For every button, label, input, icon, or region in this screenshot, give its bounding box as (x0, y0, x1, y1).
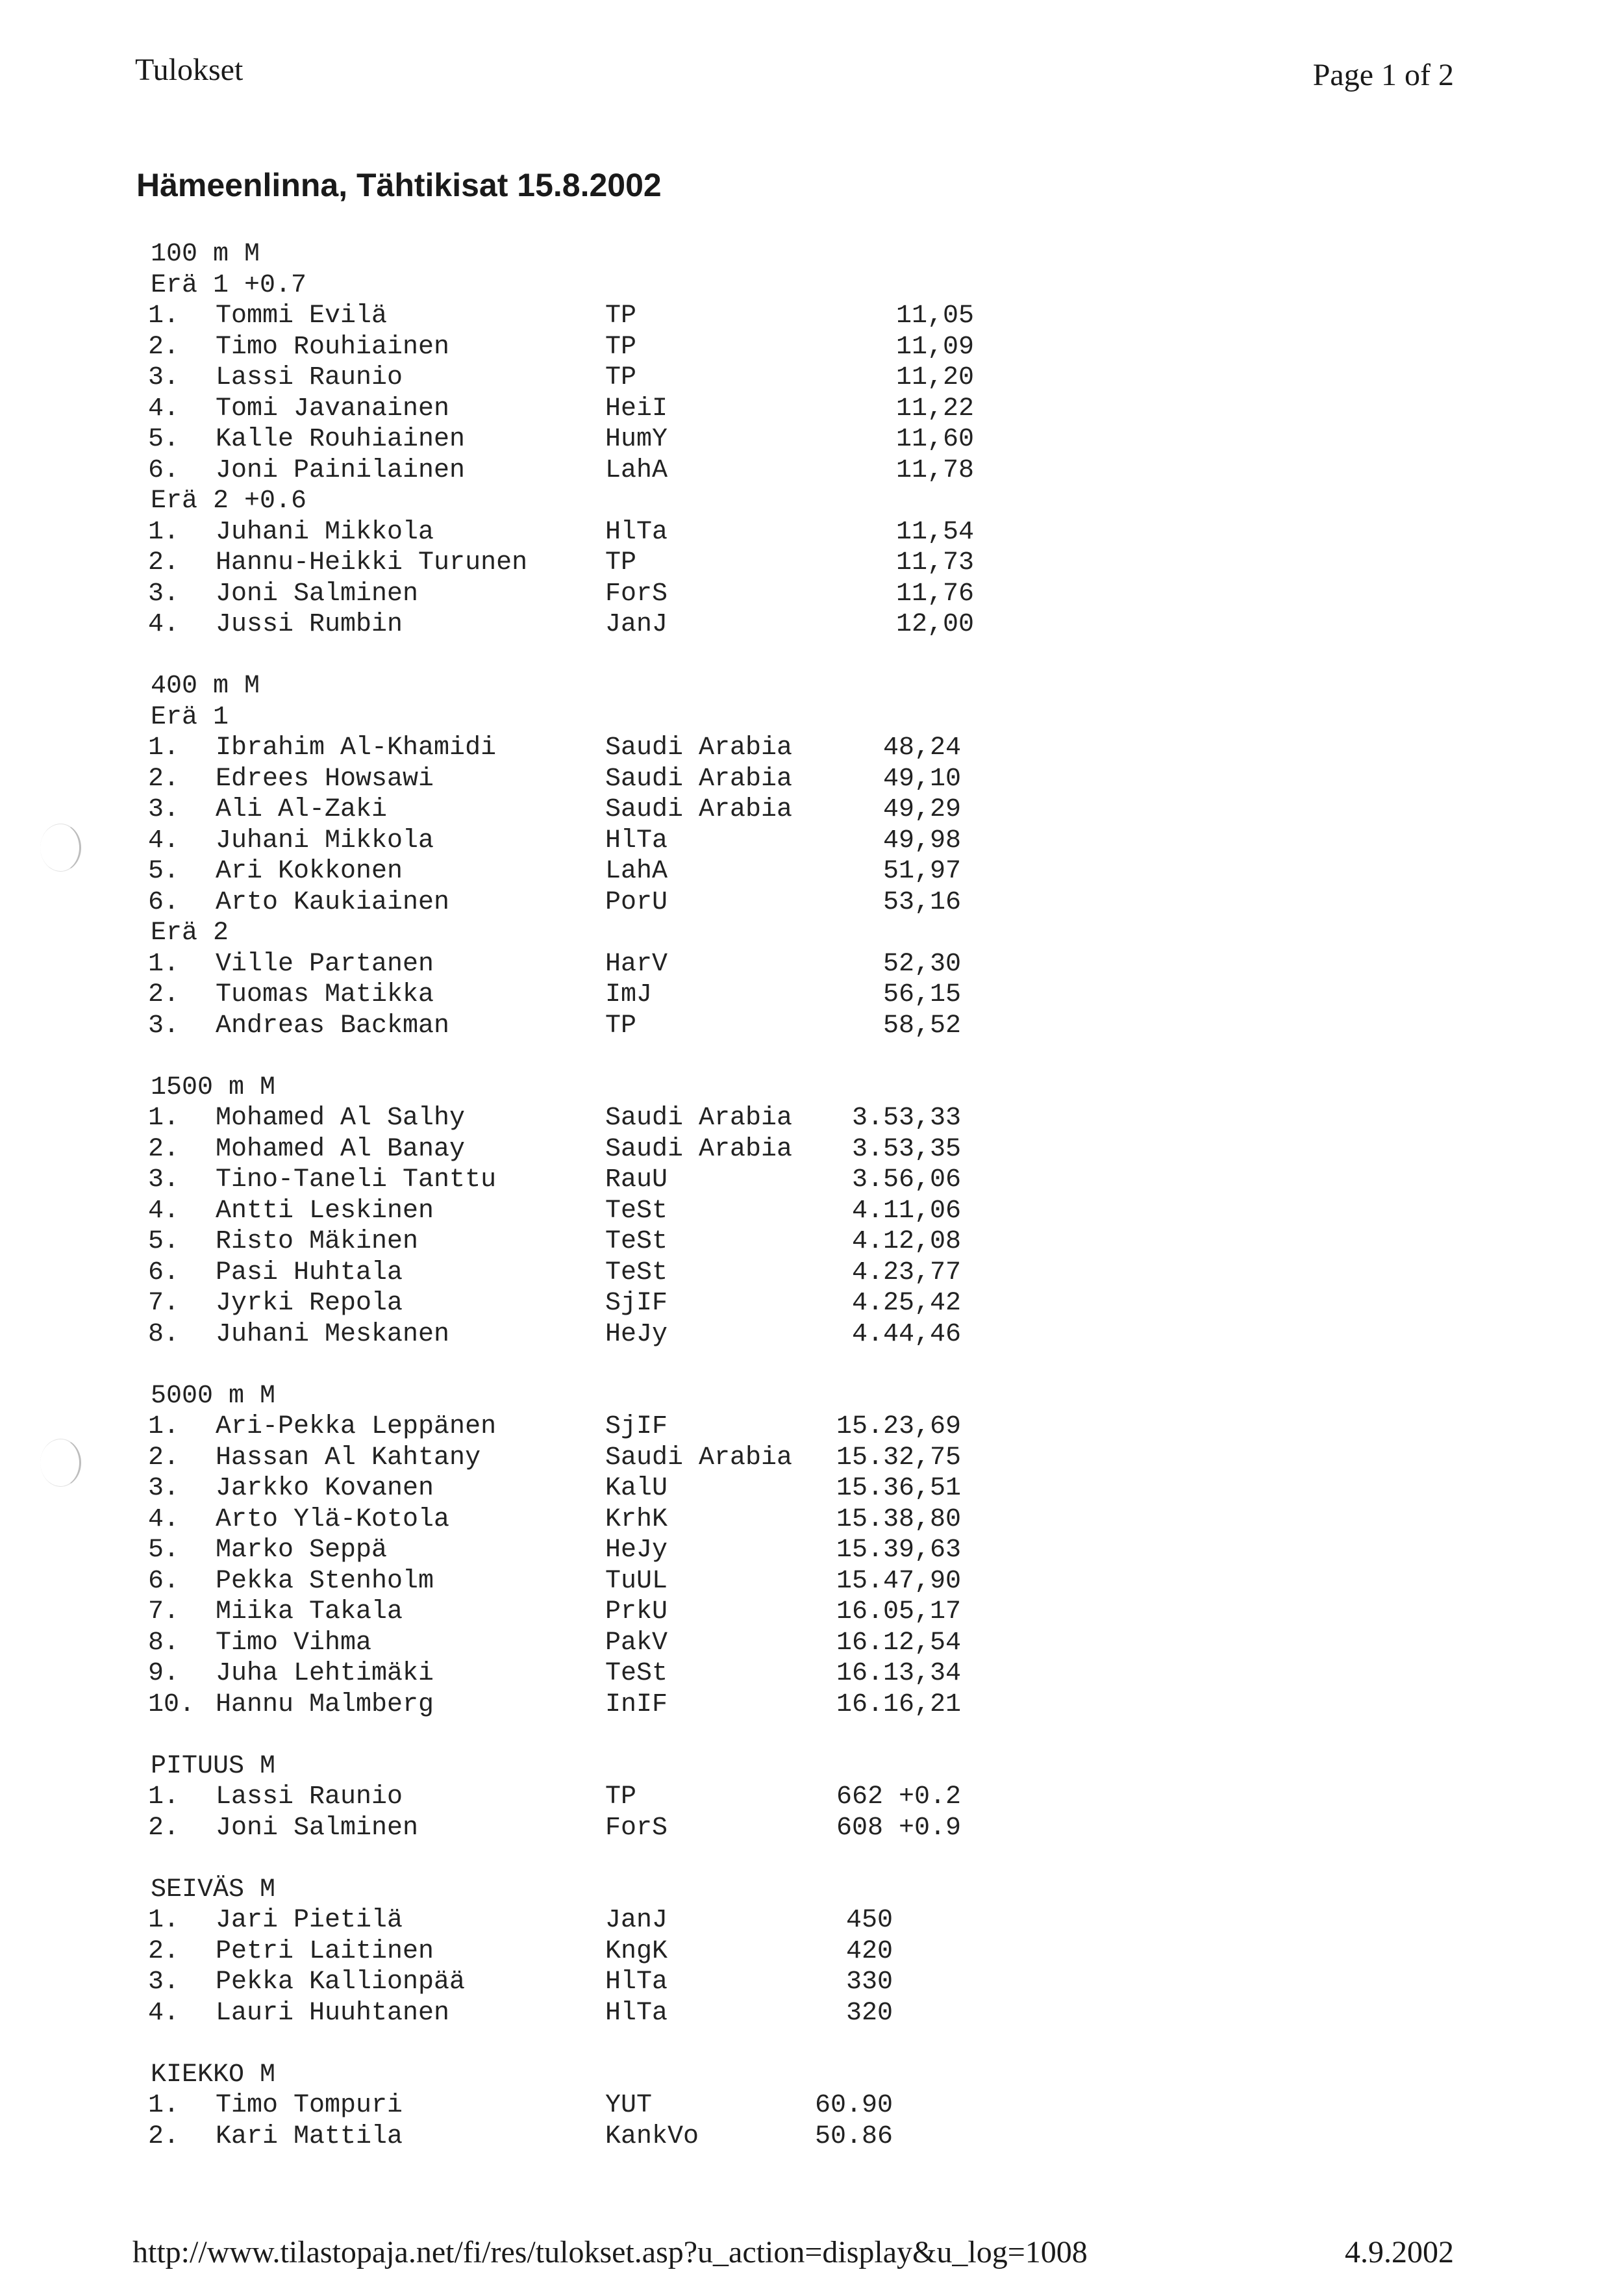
placing: 8. (148, 1319, 180, 1349)
club: TuUL (605, 1566, 668, 1596)
result-row (136, 301, 1110, 332)
result-row (136, 424, 1110, 455)
placing: 1. (148, 2091, 180, 2120)
result-mark: 330 (845, 1967, 893, 1997)
athlete-name: Tomi Javanainen (216, 394, 450, 423)
athlete-name: Edrees Howsawi (216, 764, 434, 794)
athlete-name: Risto Mäkinen (216, 1227, 419, 1256)
result-mark: 15.39,63 (836, 1535, 961, 1565)
result-mark: 16.16,21 (836, 1689, 961, 1719)
placing: 2. (148, 1936, 180, 1966)
results-list (136, 239, 1110, 2152)
club: HumY (605, 425, 668, 454)
heat-heading: Erä 1 (151, 702, 229, 732)
event-spacer (136, 1720, 1110, 1751)
placing: 3. (148, 363, 180, 392)
placing: 2. (148, 1443, 180, 1472)
placing: 1. (148, 1906, 180, 1935)
result-row (136, 1967, 1110, 1998)
result-row (136, 1165, 1110, 1196)
heat-heading: Erä 2 (151, 918, 229, 948)
athlete-name: Pasi Huhtala (216, 1257, 403, 1287)
athlete-name: Tino-Taneli Tanttu (216, 1165, 497, 1194)
club: PrkU (605, 1597, 668, 1626)
result-mark: 11,22 (895, 394, 974, 423)
athlete-name: Juhani Mikkola (216, 517, 434, 547)
placing: 2. (148, 980, 180, 1009)
result-row (136, 2121, 1110, 2153)
result-mark: 16.05,17 (836, 1597, 961, 1626)
result-row (136, 1782, 1110, 1813)
placing: 1. (148, 1412, 180, 1441)
athlete-name: Hassan Al Kahtany (216, 1443, 481, 1472)
event-heading: SEIVÄS M (151, 1875, 276, 1904)
club: TP (605, 1782, 637, 1812)
result-mark: 49,29 (882, 795, 961, 824)
result-mark: 11,09 (895, 332, 974, 362)
result-row (136, 394, 1110, 425)
result-mark: 320 (845, 1998, 893, 2028)
result-row (136, 517, 1110, 548)
result-mark: 11,60 (895, 425, 974, 454)
club: KankVo (605, 2121, 699, 2151)
placing: 8. (148, 1628, 180, 1658)
athlete-name: Tuomas Matikka (216, 980, 434, 1009)
club: Saudi Arabia (605, 1134, 793, 1164)
event-spacer (136, 1350, 1110, 1381)
placing: 2. (148, 1813, 180, 1843)
placing: 2. (148, 548, 180, 577)
event-heading: KIEKKO M (151, 2060, 276, 2090)
result-mark: 48,24 (882, 733, 961, 763)
result-row (136, 1504, 1110, 1535)
result-mark: 15.36,51 (836, 1474, 961, 1503)
event-heading: 1500 m M (151, 1072, 276, 1102)
event-spacer (136, 1041, 1110, 1072)
club: PorU (605, 887, 668, 917)
result-mark: 11,76 (895, 579, 974, 609)
placing: 3. (148, 795, 180, 824)
result-mark: 52,30 (882, 949, 961, 979)
placing: 3. (148, 1967, 180, 1997)
result-row (136, 1411, 1110, 1443)
result-row (136, 455, 1110, 486)
print-date: 4.9.2002 (1345, 2235, 1454, 2269)
result-row (136, 794, 1110, 826)
athlete-name: Jyrki Repola (216, 1289, 403, 1318)
athlete-name: Hannu-Heikki Turunen (216, 548, 528, 577)
result-row (136, 332, 1110, 363)
result-mark: 15.38,80 (836, 1504, 961, 1534)
placing: 4. (148, 1504, 180, 1534)
placing: 3. (148, 579, 180, 609)
club: KrhK (605, 1504, 668, 1534)
placing: 4. (148, 394, 180, 423)
club: HlTa (605, 1967, 668, 1997)
result-mark: 15.23,69 (836, 1412, 961, 1441)
club: ForS (605, 579, 668, 609)
result-row (136, 1535, 1110, 1566)
result-row (136, 856, 1110, 887)
athlete-name: Lassi Raunio (216, 1782, 403, 1812)
result-mark: 15.32,75 (836, 1443, 961, 1472)
athlete-name: Ari-Pekka Leppänen (216, 1412, 497, 1441)
placing: 7. (148, 1289, 180, 1318)
athlete-name: Kalle Rouhiainen (216, 425, 466, 454)
club: LahA (605, 455, 668, 485)
result-row (136, 1473, 1110, 1504)
club: TP (605, 548, 637, 577)
result-mark: 608 +0.9 (836, 1813, 961, 1843)
result-mark: 11,54 (895, 517, 974, 547)
athlete-name: Timo Vihma (216, 1628, 372, 1658)
club: ImJ (605, 980, 653, 1009)
result-mark: 49,10 (882, 764, 961, 794)
result-mark: 53,16 (882, 887, 961, 917)
heat-heading: Erä 1 +0.7 (151, 270, 307, 300)
club: TeSt (605, 1659, 668, 1688)
athlete-name: Juha Lehtimäki (216, 1659, 434, 1688)
result-mark: 3.53,35 (851, 1134, 961, 1164)
result-mark: 3.53,33 (851, 1104, 961, 1133)
result-row (136, 362, 1110, 394)
result-row (136, 1597, 1110, 1628)
result-mark: 60.90 (814, 2091, 893, 2120)
result-row (136, 1103, 1110, 1134)
club: TeSt (605, 1196, 668, 1226)
athlete-name: Miika Takala (216, 1597, 403, 1626)
placing: 1. (148, 733, 180, 763)
result-row (136, 1196, 1110, 1227)
result-row (136, 609, 1110, 640)
result-row (136, 1226, 1110, 1257)
club: KngK (605, 1936, 668, 1966)
athlete-name: Jari Pietilä (216, 1906, 403, 1935)
athlete-name: Joni Painilainen (216, 455, 466, 485)
athlete-name: Arto Kaukiainen (216, 887, 450, 917)
punch-hole-mark (40, 824, 81, 872)
result-mark: 16.12,54 (836, 1628, 961, 1658)
club: TP (605, 1011, 637, 1041)
result-row (136, 1813, 1110, 1844)
event-spacer (136, 1843, 1110, 1875)
result-row (136, 949, 1110, 980)
placing: 5. (148, 425, 180, 454)
event-spacer (136, 640, 1110, 672)
result-mark: 56,15 (882, 980, 961, 1009)
athlete-name: Andreas Backman (216, 1011, 450, 1041)
club: Saudi Arabia (605, 764, 793, 794)
result-mark: 4.44,46 (851, 1319, 961, 1349)
placing: 4. (148, 1998, 180, 2028)
athlete-name: Joni Salminen (216, 579, 419, 609)
result-row (136, 1689, 1110, 1721)
athlete-name: Mohamed Al Banay (216, 1134, 466, 1164)
athlete-name: Pekka Stenholm (216, 1566, 434, 1596)
placing: 7. (148, 1597, 180, 1626)
athlete-name: Tommi Evilä (216, 301, 388, 331)
athlete-name: Arto Ylä-Kotola (216, 1504, 450, 1534)
placing: 6. (148, 455, 180, 485)
result-mark: 3.56,06 (851, 1165, 961, 1194)
placing: 9. (148, 1659, 180, 1688)
athlete-name: Hannu Malmberg (216, 1689, 434, 1719)
club: JanJ (605, 610, 668, 639)
placing: 6. (148, 1566, 180, 1596)
event-heading: 100 m M (151, 240, 260, 269)
placing: 2. (148, 1134, 180, 1164)
page-number: Page 1 of 2 (1312, 58, 1454, 92)
club: Saudi Arabia (605, 733, 793, 763)
result-mark: 16.13,34 (836, 1659, 961, 1688)
placing: 5. (148, 1227, 180, 1256)
page-header-title: Tulokset (135, 53, 244, 87)
placing: 1. (148, 1104, 180, 1133)
placing: 6. (148, 887, 180, 917)
placing: 5. (148, 857, 180, 886)
club: Saudi Arabia (605, 795, 793, 824)
placing: 2. (148, 332, 180, 362)
club: SjIF (605, 1289, 668, 1318)
result-mark: 662 +0.2 (836, 1782, 961, 1812)
club: ForS (605, 1813, 668, 1843)
athlete-name: Lauri Huuhtanen (216, 1998, 450, 2028)
event-spacer (136, 2028, 1110, 2060)
result-row (136, 979, 1110, 1011)
result-row (136, 764, 1110, 795)
result-mark: 4.23,77 (851, 1257, 961, 1287)
result-row (136, 1628, 1110, 1659)
athlete-name: Timo Rouhiainen (216, 332, 450, 362)
athlete-name: Marko Seppä (216, 1535, 388, 1565)
event-heading: 5000 m M (151, 1381, 276, 1411)
athlete-name: Kari Mattila (216, 2121, 403, 2151)
result-row (136, 1443, 1110, 1474)
result-row (136, 1319, 1110, 1350)
result-row (136, 548, 1110, 579)
athlete-name: Ville Partanen (216, 949, 434, 979)
result-row (136, 826, 1110, 857)
athlete-name: Pekka Kallionpää (216, 1967, 466, 1997)
athlete-name: Timo Tompuri (216, 2091, 403, 2120)
club: KalU (605, 1474, 668, 1503)
club: TP (605, 332, 637, 362)
athlete-name: Juhani Meskanen (216, 1319, 450, 1349)
placing: 1. (148, 301, 180, 331)
result-mark: 15.47,90 (836, 1566, 961, 1596)
result-row (136, 2090, 1110, 2121)
club: InIF (605, 1689, 668, 1719)
placing: 4. (148, 610, 180, 639)
result-mark: 4.12,08 (851, 1227, 961, 1256)
athlete-name: Ibrahim Al-Khamidi (216, 733, 497, 763)
placing: 1. (148, 1782, 180, 1812)
result-row (136, 1288, 1110, 1319)
placing: 3. (148, 1011, 180, 1041)
result-mark: 11,78 (895, 455, 974, 485)
result-row (136, 887, 1110, 918)
result-row (136, 733, 1110, 764)
athlete-name: Petri Laitinen (216, 1936, 434, 1966)
club: RauU (605, 1165, 668, 1194)
result-row (136, 1905, 1110, 1936)
result-mark: 4.25,42 (851, 1289, 961, 1318)
result-row (136, 1566, 1110, 1597)
result-mark: 49,98 (882, 826, 961, 855)
result-mark: 11,20 (895, 363, 974, 392)
club: HlTa (605, 1998, 668, 2028)
result-row (136, 1998, 1110, 2029)
result-row (136, 579, 1110, 610)
athlete-name: Ali Al-Zaki (216, 795, 388, 824)
club: TeSt (605, 1227, 668, 1256)
placing: 6. (148, 1257, 180, 1287)
club: HeJy (605, 1319, 668, 1349)
athlete-name: Jussi Rumbin (216, 610, 403, 639)
result-row (136, 1011, 1110, 1042)
athlete-name: Antti Leskinen (216, 1196, 434, 1226)
club: PakV (605, 1628, 668, 1658)
placing: 1. (148, 517, 180, 547)
athlete-name: Joni Salminen (216, 1813, 419, 1843)
athlete-name: Lassi Raunio (216, 363, 403, 392)
result-row (136, 1936, 1110, 1967)
result-row (136, 1134, 1110, 1165)
placing: 5. (148, 1535, 180, 1565)
club: TP (605, 301, 637, 331)
result-mark: 58,52 (882, 1011, 961, 1041)
result-mark: 4.11,06 (851, 1196, 961, 1226)
athlete-name: Ari Kokkonen (216, 857, 403, 886)
club: SjIF (605, 1412, 668, 1441)
result-mark: 11,73 (895, 548, 974, 577)
club: HlTa (605, 826, 668, 855)
club: Saudi Arabia (605, 1104, 793, 1133)
result-mark: 11,05 (895, 301, 974, 331)
club: HlTa (605, 517, 668, 547)
source-url[interactable]: http://www.tilastopaja.net/fi/res/tulokset.asp?u_action=display&u_log=1008 (132, 2235, 1088, 2269)
event-heading: 400 m M (151, 672, 260, 701)
placing: 3. (148, 1165, 180, 1194)
club: Saudi Arabia (605, 1443, 793, 1472)
result-mark: 12,00 (895, 610, 974, 639)
club: YUT (605, 2091, 653, 2120)
placing: 1. (148, 949, 180, 979)
club: LahA (605, 857, 668, 886)
page-title: Hämeenlinna, Tähtikisat 15.8.2002 (136, 167, 662, 203)
club: TP (605, 363, 637, 392)
result-mark: 420 (845, 1936, 893, 1966)
result-row (136, 1658, 1110, 1689)
club: TeSt (605, 1257, 668, 1287)
athlete-name: Juhani Mikkola (216, 826, 434, 855)
result-mark: 51,97 (882, 857, 961, 886)
club: HeiI (605, 394, 668, 423)
placing: 10. (148, 1689, 195, 1719)
placing: 2. (148, 764, 180, 794)
punch-hole-mark (40, 1439, 81, 1487)
club: HarV (605, 949, 668, 979)
heat-heading: Erä 2 +0.6 (151, 486, 307, 516)
placing: 4. (148, 1196, 180, 1226)
athlete-name: Mohamed Al Salhy (216, 1104, 466, 1133)
club: JanJ (605, 1906, 668, 1935)
club: HeJy (605, 1535, 668, 1565)
result-mark: 50.86 (814, 2121, 893, 2151)
event-heading: PITUUS M (151, 1751, 276, 1781)
placing: 3. (148, 1474, 180, 1503)
placing: 2. (148, 2121, 180, 2151)
placing: 4. (148, 826, 180, 855)
result-row (136, 1257, 1110, 1289)
result-mark: 450 (845, 1906, 893, 1935)
athlete-name: Jarkko Kovanen (216, 1474, 434, 1503)
